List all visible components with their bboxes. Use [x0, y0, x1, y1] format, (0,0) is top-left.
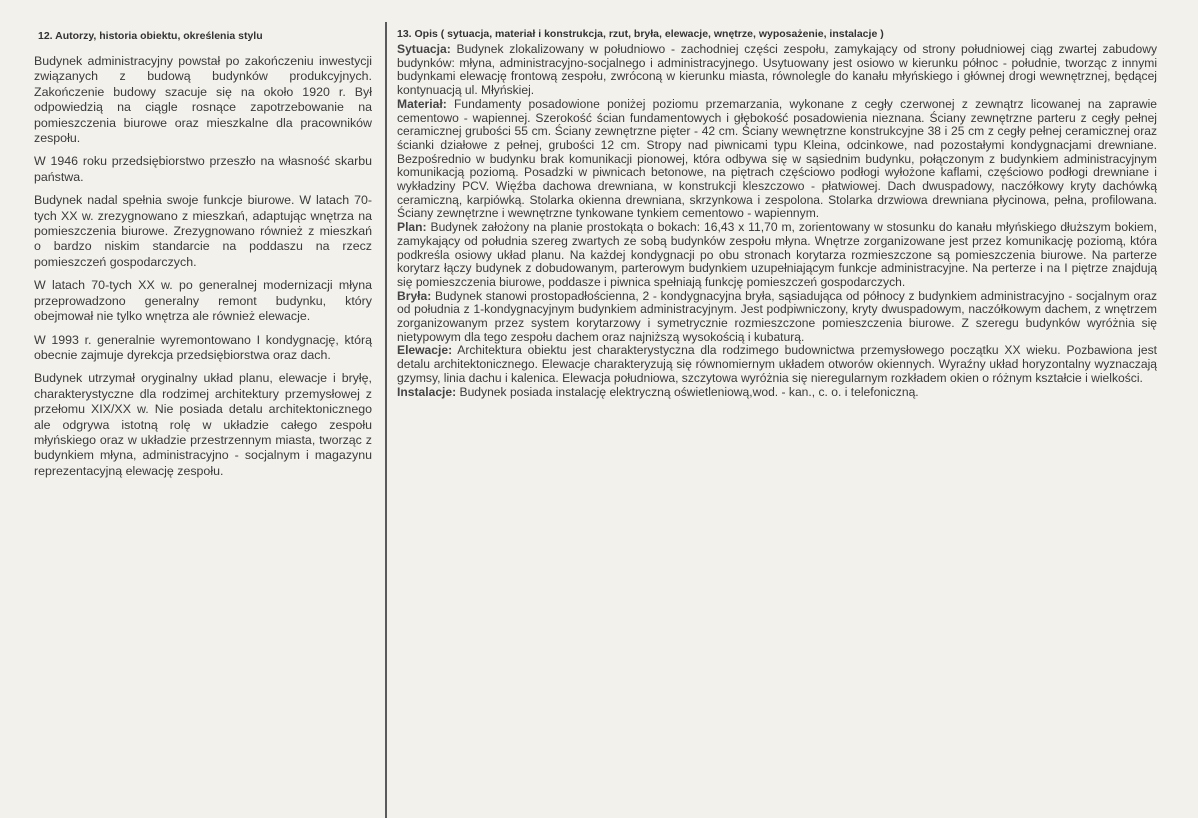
section-label: Instalacje:: [397, 384, 457, 399]
section-label: Materiał:: [397, 96, 447, 111]
column-divider: [385, 22, 387, 818]
section-label: Plan:: [397, 220, 427, 235]
section-text: Budynek założony na planie prostokąta o bokach: 16,43 x 11,70 m, zorientowany w stosunku do kanału młyńskiego dłuższym bokiem, zamykający od południa szereg zwartych ze sobą budynków zespołu młyna. Wnętrze zorganizowane jest przez komunikację poziomą, która podkreśla osiowy układ planu. Na każdej kondygnacji po obu stronach korytarza rozmieszczone są pomieszczenia biurowe. Na parterze korytarz łączy budynek z dobudowanym, parterowym budynkiem uzupełniającym funkcje administracyjne. Na perterze i na I piętrze znajdują się pomieszczenia biurowe, poddasze i piwnica spełniają funkcję pomieszczeń gospodarczych.: [397, 220, 1157, 289]
history-paragraph: W 1946 roku przedsiębiorstwo przeszło na własność skarbu państwa.: [34, 154, 372, 184]
description-massing: [397, 290, 1157, 345]
section-text: Architektura obiektu jest charakterystyczna dla rodzimego budownictwa przemysłowego początku XX wieku. Pozbawiona jest detalu architektonicznego. Elewacje charakteryzują się równomiernym układem otworów okiennych. Wyraźny układ horyzontalny wyznaczają gzymsy, linia dachu i kalenica. Elewacja południowa, szczytowa wyróżnia się nieregularnym rozkładem okien o różnym kształcie i wielkości.: [397, 343, 1157, 385]
description-elevations: [397, 344, 1157, 385]
section-label: Bryła:: [397, 288, 432, 303]
right-column: [397, 28, 1157, 399]
section-text: Budynek zlokalizowany w południowo - zachodniej części zespołu, zamykający od strony południowej ciąg zwartej zabudowy budynków: młyna, administracyjno-socjalnego i administracyjnego. Usytuowany jest osiowo w kierunku północ - południe, tworząc z innymi budynkami elewację frontową zespołu, zwróconą w kierunku miasta, równolegle do kanału młyńskiego i głównej drogi wewnętrznej, będącej kontynuacją ul. Młyńskiej.: [397, 42, 1157, 98]
description-material: [397, 98, 1157, 221]
description-installations: [397, 386, 1157, 400]
section-text: Budynek posiada instalację elektryczną oświetleniową,wod. - kan., c. o. i telefoniczną.: [456, 384, 919, 399]
description-plan: [397, 221, 1157, 290]
section-text: Budynek stanowi prostopadłościenna, 2 - kondygnacyjna bryła, sąsiadująca od północy z budynkiem administracyjno - socjalnym oraz od południa z 1-kondygnacyjnym budynkiem administracyjnym. Jest podpiwniczony, kryty dwuspadowym, naczółkowym dachem, z wnętrzem zorganizowanym przez system korytarzowy i symetrycznie rozmieszczone pomieszczenia biurowe. Z szeregu budynków wyróżnia się nietypowym dla tego zespołu dachem oraz najniższą wysokością i kubaturą.: [397, 288, 1157, 344]
history-paragraph: Budynek utrzymał oryginalny układ planu, elewacje i bryłę, charakterystyczne dla rodzimej architektury przemysłowej z przełomu XIX/XX w. Nie posiada detalu architektonicznego ale odgrywa istotną rolę w układzie całego zespołu młyńskiego oraz w układzie przestrzennym miasta, tworząc z budynkiem młyna, administracyjno - socjalnym i magazynu reprezentacyjną elewację zespołu.: [34, 371, 372, 478]
description-situation: [397, 43, 1157, 98]
history-paragraph: W 1993 r. generalnie wyremontowano I kondygnację, którą obecnie zajmuje dyrekcja przedsiębiorstwa oraz dach.: [34, 332, 372, 362]
history-paragraph: Budynek nadal spełnia swoje funkcje biurowe. W latach 70-tych XX w. zrezygnowano z mieszkań, adaptując wnętrza na pomieszczenia biurowe. Zrezygnowano również z mieszkań o bardzo niskim standarcie na poddaszu na rzecz pomieszczeń gospodarczych.: [34, 193, 372, 269]
section-13-heading: 13. Opis ( sytuacja, materiał i konstrukcja, rzut, bryła, elewacje, wnętrze, wyposażenie, instalacje ): [397, 28, 884, 40]
section-text: Fundamenty posadowione poniżej poziomu przemarzania, wykonane z cegły czerwonej z zewnątrz licowanej na zaprawie cementowo - wapiennej. Szerokość ścian fundamentowych i głębokość posadowienia nieznana. Ściany zewnętrzne parteru z cegły pełnej ceramicznej grubości 55 cm. Ściany zewnętrzne pięter - 42 cm. Ściany wewnętrzne konstrukcyjne 38 i 25 cm z cegły pełnej ceramicznej oraz ścianki działowe z pełnej, grubości 12 cm. Stropy nad piwnicami typu Kleina, odcinkowe, nad pozostałymi kondygnacjami drewniane. Bezpośrednio w budynku brak komunikacji pionowej, która odbywa się w sąsiednim budynku, połączonym z budynkiem administracyjnym komunikacją poziomą. Posadzki w piwnicach betonowe, na piętrach częściowo podłogi wyłożone kaflami, częściowo podłogi drewniane i wykładziny PCV. Więźba dachowa drewniana, w konstrukcji kleszczowo - płatwiowej. Dach dwuspadowy, naczółkowy kryty dachówką ceramiczną, karpiówką. Stolarka okienna drewniana, skrzynkowa i zespolona. Stolarka drzwiowa drewniana płycinowa, pełna, profilowana. Ściany zewnętrzne i wewnętrzne tynkowane tynkiem cementowo - wapiennym.: [397, 96, 1157, 221]
section-label: Sytuacja:: [397, 42, 451, 56]
history-paragraph: Budynek administracyjny powstał po zakończeniu inwestycji związanych z budową budynków produkcyjnych. Zakończenie budowy szacuje się na około 1920 r. Był odpowiedzią na ciągle rosnące zapotrzebowanie na pomieszczenia biurowe oraz mieszkalne dla pracowników zespołu.: [34, 54, 372, 146]
section-12-heading: 12. Autorzy, historia obiektu, określenia stylu: [38, 30, 263, 42]
left-column: [34, 30, 372, 487]
history-paragraph: W latach 70-tych XX w. po generalnej modernizacji młyna przeprowadzono generalny remont budynku, który obejmował nie tylko wnętrza ale również elewacje.: [34, 278, 372, 324]
section-label: Elewacje:: [397, 343, 453, 358]
